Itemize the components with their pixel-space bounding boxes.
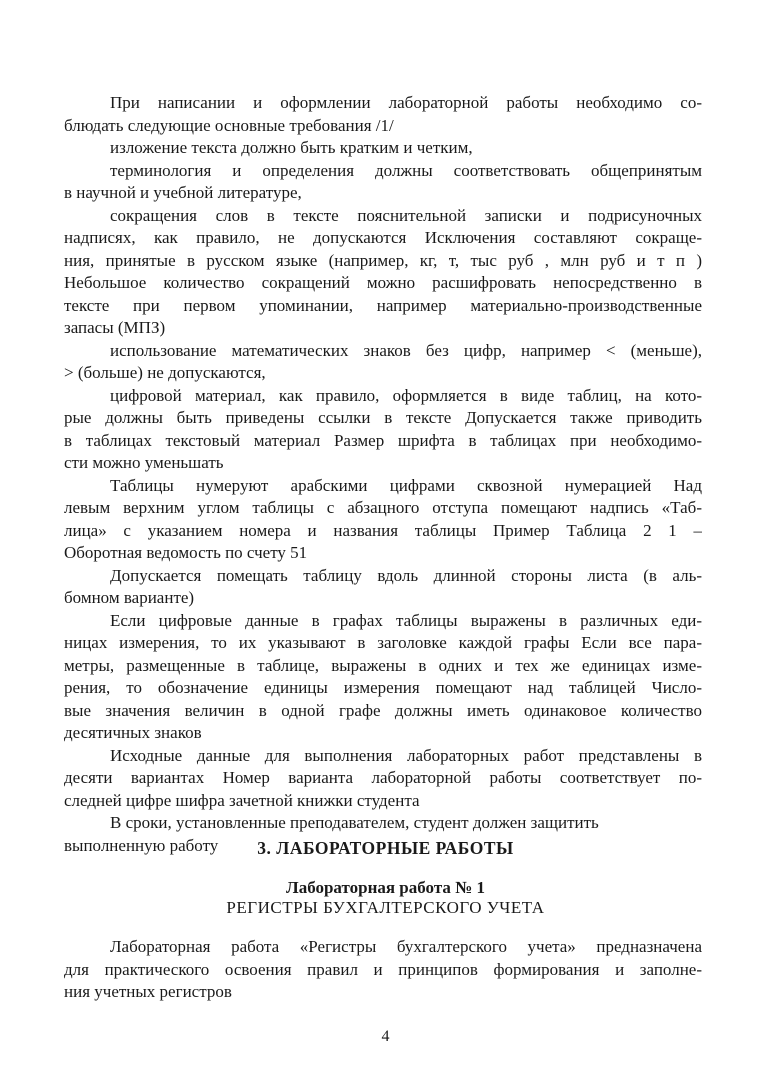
text-line: ницах измерения, то их указывают в заголовке каждой графы Если все пара- [64, 633, 702, 652]
text-line: в таблицах текстовый материал Размер шрифта в таблицах при необходимо- [64, 430, 702, 450]
paragraph [64, 385, 702, 475]
text-line: терминология и определения должны соответствовать общепринятым [110, 160, 702, 180]
text-line: рые должны быть приведены ссылки в тексте Допускается также приводить [64, 408, 702, 427]
text-line: Небольшое количество сокращений можно расшифровать непосредственно в [64, 273, 702, 292]
requirements-text [64, 92, 702, 857]
text-line: Допускается помещать таблицу вдоль длинной стороны листа (в аль- [110, 565, 702, 585]
text-line: рения, то обозначение единицы измерения помещают над таблицей Число- [64, 678, 702, 697]
text-line: Лабораторная работа «Регистры бухгалтерского учета» предназначена [110, 937, 702, 956]
text-line: В сроки, установленные преподавателем, студент должен защитить [110, 813, 599, 832]
text-line: блюдать следующие основные требования /1/ [64, 115, 394, 135]
paragraph [64, 205, 702, 340]
paragraph [64, 610, 702, 745]
text-line: десяти вариантах Номер варианта лабораторной работы соответствует по- [64, 768, 702, 787]
text-line: сти можно уменьшать [64, 453, 224, 472]
text-line: вые значения величин в одной графе должны иметь одинаковое количество [64, 700, 702, 720]
paragraph [64, 92, 702, 137]
text-line: цифровой материал, как правило, оформляется в виде таблиц, на кото- [110, 385, 702, 405]
text-line: бомном варианте) [64, 588, 195, 607]
text-line: ния, принятые в русском языке (например, кг, т, тыс руб , млн руб и т п ) [64, 250, 702, 270]
text-line: Если цифровые данные в графах таблицы выражены в различных еди- [110, 610, 702, 630]
paragraph [64, 160, 702, 205]
text-line: изложение текста должно быть кратким и четким, [110, 138, 473, 157]
text-line: сокращения слов в тексте пояснительной записки и подрисуночных [110, 205, 702, 225]
text-line: десятичных знаков [64, 723, 202, 742]
text-line: ния учетных регистров [64, 982, 232, 1001]
text-line: > (больше) не допускаются, [64, 363, 266, 382]
text-line: При написании и оформлении лабораторной работы необходимо со- [110, 93, 702, 112]
page-number: 4 [381, 1028, 390, 1045]
paragraph [64, 340, 702, 385]
text-line: использование математических знаков без цифр, например < (меньше), [110, 340, 702, 360]
text-line: Оборотная ведомость по счету 51 [64, 543, 308, 562]
text-line: метры, размещенные в таблице, выражены в одних и тех же единицах изме- [64, 655, 702, 675]
text-line: для практического освоения правил и принципов формирования и заполне- [64, 959, 702, 979]
text-line: выполненную работу [64, 835, 219, 855]
text-line: надписях, как правило, не допускаются Исключения составляют сокраще- [64, 228, 702, 247]
paragraph [64, 565, 702, 610]
text-line: следней цифре шифра зачетной книжки студента [64, 790, 420, 810]
text-line: Исходные данные для выполнения лабораторных работ представлены в [110, 745, 702, 765]
paragraph [64, 475, 702, 565]
lab-work-description [64, 936, 702, 1004]
text-line: в научной и учебной литературе, [64, 183, 302, 202]
text-line: запасы (МПЗ) [64, 318, 166, 337]
paragraph [64, 745, 702, 813]
lab-work-title: Лабораторная работа № 1 [286, 878, 485, 897]
section-heading: 3. ЛАБОРАТОРНЫЕ РАБОТЫ [257, 838, 514, 858]
lab-work-subtitle: РЕГИСТРЫ БУХГАЛТЕРСКОГО УЧЕТА [226, 898, 545, 917]
paragraph [64, 137, 702, 160]
text-line: лица» с указанием номера и названия таблицы Пример Таблица 2 1 – [64, 520, 702, 540]
text-line: левым верхним углом таблицы с абзацного отступа помещают надпись «Таб- [64, 498, 702, 517]
text-line: тексте при первом упоминании, например материально-производственные [64, 295, 702, 315]
text-line: Таблицы нумеруют арабскими цифрами сквозной нумерацией Над [110, 475, 702, 495]
